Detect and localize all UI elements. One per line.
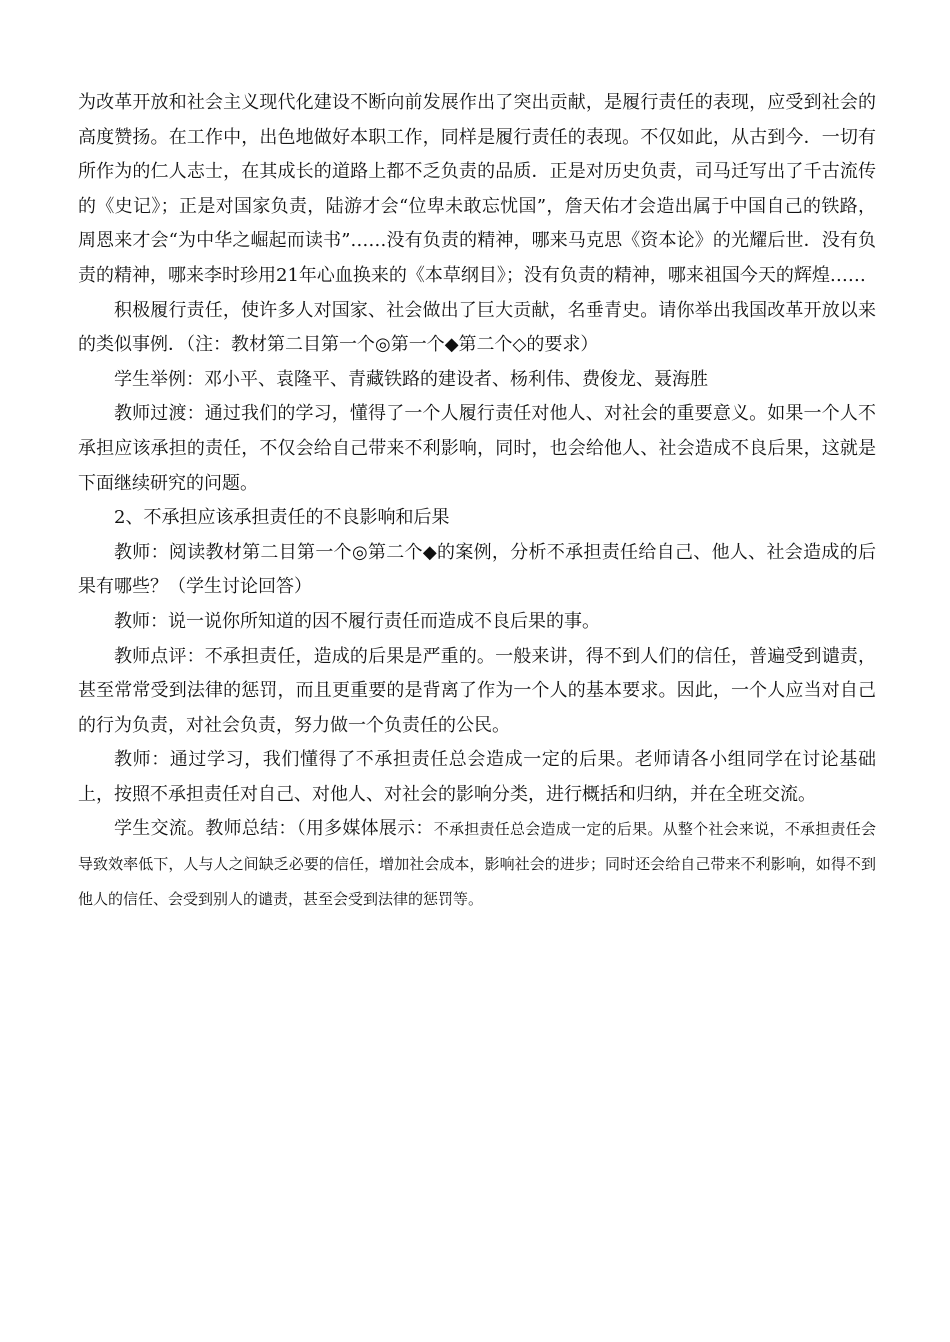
- closing-lead: 学生交流。教师总结：（用多媒体展示：: [114, 818, 434, 840]
- document-page: [78, 86, 876, 917]
- paragraph-teacher-transition: 教师过渡：通过我们的学习，懂得了一个人履行责任对他人、对社会的重要意义。如果一个人不承担应该承担的责任，不仅会给自己带来不利影响，同时，也会给他人、社会造成不良后果，这就是下面继续研究的问题。: [78, 403, 876, 494]
- paragraph-teacher-summary-task: 教师：通过学习，我们懂得了不承担责任总会造成一定的后果。老师请各小组同学在讨论基础上，按照不承担责任对自己、对他人、对社会的影响分类，进行概括和归纳，并在全班交流。: [78, 749, 876, 805]
- paragraph-student-examples: 学生举例：邓小平、袁隆平、青藏铁路的建设者、杨利伟、费俊龙、聂海胜: [114, 368, 708, 390]
- paragraph-question-examples: 积极履行责任，使许多人对国家、社会做出了巨大贡献，名垂青史。请你举出我国改革开放以来的类似事例．（注：教材第二目第一个◎第一个◆第二个◇的要求）: [78, 299, 876, 356]
- paragraph-teacher-discussion: 教师：说一说你所知道的因不履行责任而造成不良后果的事。: [114, 610, 600, 632]
- paragraph-achievements: 为改革开放和社会主义现代化建设不断向前发展作出了突出贡献，是履行责任的表现，应受到社会的高度赞扬。在工作中，出色地做好本职工作，同样是履行责任的表现。不仅如此，从古到今．一切有所作为的仁人志士，在其成长的道路上都不乏负责的品质．正是对历史负责，司马迁写出了千古流传的《史记》；正是对国家负责，陆游才会“位卑未敢忘忧国”，詹天佑才会造出属于中国自己的铁路，周恩来才会“为中华之崛起而读书”……没有负责的精神，哪来马克思《资本论》的光耀后世．没有负责的精神，哪来李时珍用21年心血换来的《本草纲目》；没有负责的精神，哪来祖国今天的辉煌……: [78, 92, 876, 286]
- paragraph-teacher-comment: 教师点评：不承担责任，造成的后果是严重的。一般来讲，得不到人们的信任，普遍受到谴责，甚至常常受到法律的惩罚，而且更重要的是背离了作为一个人的基本要求。因此，一个人应当对自己的行为负责，对社会负责，努力做一个负责任的公民。: [78, 645, 876, 736]
- paragraph-teacher-reading: 教师：阅读教材第二目第一个◎第二个◆的案例，分析不承担责任给自己、他人、社会造成的后果有哪些？（学生讨论回答）: [78, 541, 876, 598]
- section-heading: 2、不承担应该承担责任的不良影响和后果: [114, 507, 450, 529]
- closing-body: 不承担责任总会造成一定的后果。从整个社会来说，不承担责任会导致效率低下，人与人之间缺乏必要的信任，增加社会成本，影响社会的进步；同时还会给自己带来不利影响，如得不到他人的信任、会受到别人的谴责，甚至会受到法律的惩罚等。: [78, 820, 877, 909]
- paragraph-closing: [78, 812, 876, 917]
